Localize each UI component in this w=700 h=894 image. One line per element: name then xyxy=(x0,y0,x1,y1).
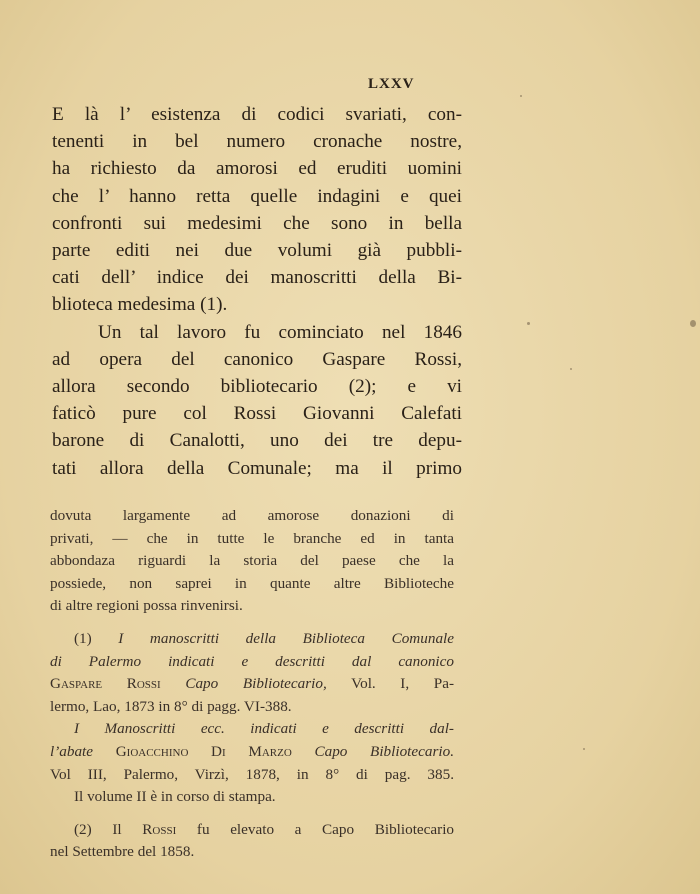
footnotes xyxy=(50,505,454,864)
footnote-1-second-role: Capo Bibliotecario. xyxy=(314,742,455,760)
footnote-1-second-author: Gioacchino Di Marzo xyxy=(115,742,292,760)
text-line: allora secondo bibliotecario (2); e vi xyxy=(52,376,462,398)
footnote-line: possiede, non saprei in quante altre Biblioteche xyxy=(50,574,454,592)
text-line: che l’ hanno retta quelle indagini e quei xyxy=(52,185,462,207)
text-line: Un tal lavoro fu cominciato nel 1846 xyxy=(98,321,462,343)
text-line: tenenti in bel numero cronache nostre, xyxy=(52,131,462,153)
footnote-2-line xyxy=(50,819,454,842)
footnote-1-line: lermo, Lao, 1873 in 8° di pagg. VI-388. xyxy=(50,697,292,715)
text-line: blioteca medesima (1). xyxy=(52,294,228,316)
text-line: barone di Canalotti, uno dei tre depu- xyxy=(52,430,462,452)
footnote-1-line: di Palermo indicati e descritti dal canonico xyxy=(50,652,454,670)
paper-speck xyxy=(570,368,572,370)
footnote-1-line: I Manoscritti ecc. indicati e descritti dal- xyxy=(74,720,454,738)
main-text xyxy=(52,101,462,482)
footnote-1-role: Capo Bibliotecario, xyxy=(185,675,327,693)
text-line: E là l’ esistenza di codici svariati, con- xyxy=(52,104,462,125)
footnote-line: abbondaza riguardi la storia del paese che la xyxy=(50,552,454,570)
footnote-2-line: nel Settembre del 1858. xyxy=(50,843,195,861)
paper-speck xyxy=(690,320,696,327)
footnote-1-line xyxy=(50,741,454,764)
footnote-1-abate: l’abate xyxy=(50,742,94,760)
text-line: confronti sui medesimi che sono in bella xyxy=(52,212,462,234)
footnote-1-line xyxy=(50,628,454,651)
footnote-line: di altre regioni possa rinvenirsi. xyxy=(50,597,243,615)
text-line: faticò pure col Rossi Giovanni Calefati xyxy=(52,403,462,425)
text-line: ha richiesto da amorosi ed eruditi uomini xyxy=(52,158,462,180)
text-line: cati dell’ indice dei manoscritti della Bi- xyxy=(52,267,462,289)
footnote-line: dovuta largamente ad amorose donazioni di xyxy=(50,507,454,524)
footnote-1-line xyxy=(50,673,454,696)
paper-speck xyxy=(527,322,530,325)
footnote-2-pre: Il xyxy=(112,820,122,838)
footnote-line: privati, — che in tutte le branche ed in tanta xyxy=(50,529,454,547)
page-number: LXXV xyxy=(368,76,415,92)
text-line: tati allora della Comunale; ma il primo xyxy=(52,457,462,479)
text-line: ad opera del canonico Gaspare Rossi, xyxy=(52,348,462,370)
footnote-1-note: Il volume II è in corso di stampa. xyxy=(74,788,276,806)
footnote-1-author: Gaspare Rossi xyxy=(50,675,161,693)
paper-speck xyxy=(520,95,522,97)
footnote-2-name: Rossi xyxy=(142,820,177,838)
footnote-1-line: Vol III, Palermo, Virzì, 1878, in 8° di pag. 385. xyxy=(50,765,454,783)
footnote-2-marker: (2) xyxy=(74,820,92,838)
footnote-1-volume: Vol. I, Pa- xyxy=(351,675,454,693)
footnote-1-marker: (1) xyxy=(74,629,92,647)
text-line: parte editi nei due volumi già pubbli- xyxy=(52,240,462,262)
footnote-1-title: I manoscritti della Biblioteca Comunale xyxy=(118,629,454,647)
footnote-2-post: fu elevato a Capo Bibliotecario xyxy=(196,820,455,838)
paper-speck xyxy=(583,748,585,750)
